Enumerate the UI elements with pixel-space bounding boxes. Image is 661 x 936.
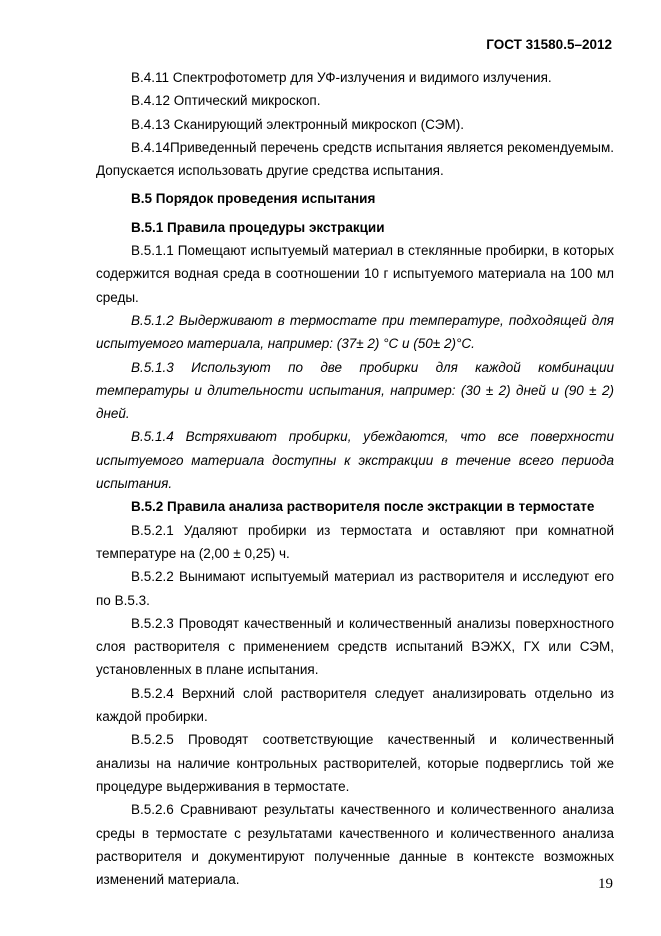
document-body — [96, 66, 614, 891]
paragraph-b524: В.5.2.4 Верхний слой растворителя следует анализировать отдельно из каждой пробирки. — [96, 685, 614, 725]
paragraph-b511: В.5.1.1 Помещают испытуемый материал в стеклянные пробирки, в которых содержится водная среда в соотношении 10 г испытуемого материала на 100 мл среды. — [96, 243, 614, 305]
paragraph-b513: В.5.1.3 Используют по две пробирки для каждой комбинации температуры и длительности испытания, например: (30 ± 2) дней и (90 ± 2) дней. — [96, 359, 614, 422]
paragraph-b414: В.4.14Приведенный перечень средств испытания является рекомендуемым. Допускается использовать другие средства испытания. — [96, 139, 614, 179]
paragraph-b512: В.5.1.2 Выдерживают в термостате при температуре, подходящей для испытуемого материала, например: (37± 2) °С и (50± 2)°С. — [96, 312, 614, 352]
page-number: 19 — [598, 876, 613, 892]
section-heading-b51: В.5.1 Правила процедуры экстракции — [131, 219, 385, 235]
paragraph-b412: В.4.12 Оптический микроскоп. — [131, 93, 321, 109]
paragraph-b525: В.5.2.5 Проводят соответствующие качественный и количественный анализы на наличие контрольных растворителей, которые подверглись той же процедуре выдерживания в термостате. — [96, 732, 614, 794]
paragraph-b521: В.5.2.1 Удаляют пробирки из термостата и оставляют при комнатной температуре на (2,00 ± 0,25) ч. — [96, 522, 614, 561]
paragraph-b413: В.4.13 Сканирующий электронный микроскоп (СЭМ). — [131, 116, 464, 132]
paragraph-b526: В.5.2.6 Сравнивают результаты качественного и количественного анализа среды в термостате с результатами качественного и количественного анализа растворителя и документируют полученные данные в контексте возможных изменений материала. — [96, 802, 614, 888]
paragraph-b523: В.5.2.3 Проводят качественный и количественный анализы поверхностного слоя растворителя с применением средств испытаний ВЭЖХ, ГХ или СЭМ, установленных в плане испытания. — [96, 615, 614, 678]
paragraph-b411: В.4.11 Спектрофотометр для УФ-излучения и видимого излучения. — [131, 70, 552, 85]
section-heading-b5: В.5 Порядок проведения испытания — [131, 191, 376, 207]
document-header: ГОСТ 31580.5–2012 — [486, 37, 612, 52]
section-heading-b52: В.5.2 Правила анализа растворителя после экстракции в термостате — [131, 499, 595, 515]
paragraph-b514: В.5.1.4 Встряхивают пробирки, убеждаются, что все поверхности испытуемого материала доступны к экстракции в течение всего периода испытания. — [96, 429, 614, 492]
paragraph-b522: В.5.2.2 Вынимают испытуемый материал из растворителя и исследуют его по В.5.3. — [96, 569, 614, 608]
